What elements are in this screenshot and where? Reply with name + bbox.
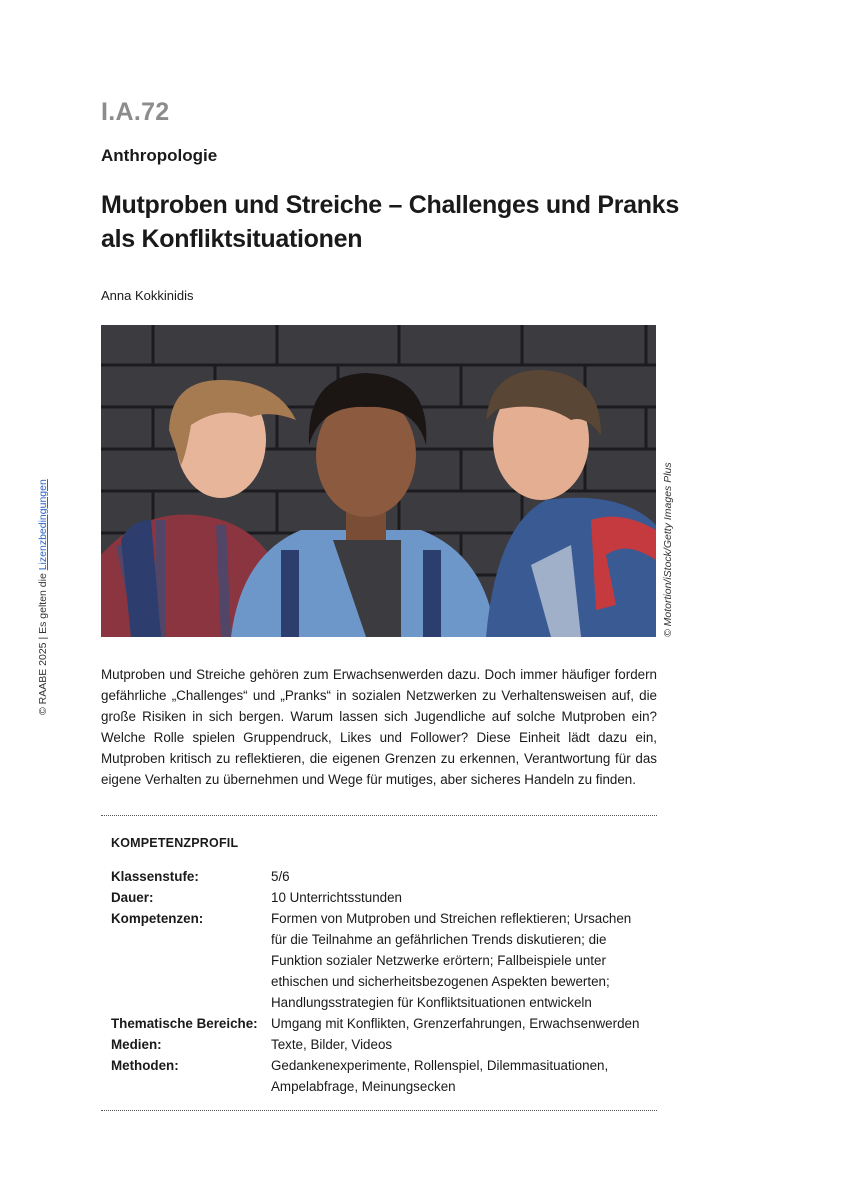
profile-row-media (111, 1034, 651, 1055)
profile-value: Gedankenexperimente, Rollenspiel, Dilemmasituationen, Ampelabfrage, Meinungsecken (271, 1058, 609, 1094)
unit-code: I.A.72 (101, 98, 170, 126)
copyright-text: © RAABE 2025 | Es gelten die (37, 570, 49, 715)
divider-bottom (101, 1110, 657, 1111)
intro-paragraph: Mutproben und Streiche gehören zum Erwachsenwerden dazu. Doch immer häufiger fordern gefährliche „Challenges“ und „Pranks“ in sozialen Netzwerken zu Verhaltensweisen auf, die große Risiken in sich bergen. Warum lassen sich Jugendliche auf solche Mutproben ein? Welche Rolle spielen Gruppendruck, Likes und Follower? Diese Einheit lädt dazu ein, Mutproben kritisch zu reflektieren, die eigenen Grenzen zu erkennen, Verantwortung für das eigene Verhalten zu übernehmen und Wege für mutiges, aber sicheres Handeln zu finden. (101, 667, 657, 787)
profile-row-topics (111, 1013, 651, 1034)
divider-top (101, 815, 657, 816)
author-name: Anna Kokkinidis (101, 288, 194, 303)
subject-heading: Anthropologie (101, 146, 218, 165)
profile-value: 10 Unterrichtsstunden (271, 890, 403, 905)
profile-label: Medien: (111, 1037, 162, 1052)
license-link[interactable]: Lizenzbedingungen (37, 479, 49, 571)
profile-label: Thematische Bereiche: (111, 1016, 258, 1031)
profile-label: Methoden: (111, 1058, 179, 1073)
profile-value: 5/6 (271, 869, 290, 884)
profile-row-methods (111, 1055, 651, 1097)
profile-value: Formen von Mutproben und Streichen reflektieren; Ursachen für die Teilnahme an gefährlichen Trends diskutieren; die Funktion sozialer Netzwerke erörtern; Fallbeispiele unter ethischen und sicherheitsbezogenen Aspekten bewerten; Handlungsstrategien für Konfliktsituationen entwickeln (271, 911, 632, 1010)
profile-label: Kompetenzen: (111, 911, 204, 926)
copyright-notice (37, 479, 49, 715)
profile-label: Dauer: (111, 890, 154, 905)
profile-heading: KOMPETENZPROFIL (111, 836, 239, 850)
profile-row-competences (111, 908, 651, 1013)
profile-row-grade (111, 866, 651, 887)
profile-value: Umgang mit Konflikten, Grenzerfahrungen, Erwachsenwerden (271, 1016, 640, 1031)
profile-value: Texte, Bilder, Videos (271, 1037, 393, 1052)
profile-row-duration (111, 887, 651, 908)
competence-profile (111, 866, 651, 1097)
cover-photo (101, 325, 656, 637)
profile-label: Klassenstufe: (111, 869, 199, 884)
page-title: Mutproben und Streiche – Challenges und Pranks als Konfliktsituationen (101, 191, 679, 253)
photo-credit: © Motortion/iStock/Getty Images Plus (662, 462, 674, 637)
photo-illustration (101, 325, 656, 637)
